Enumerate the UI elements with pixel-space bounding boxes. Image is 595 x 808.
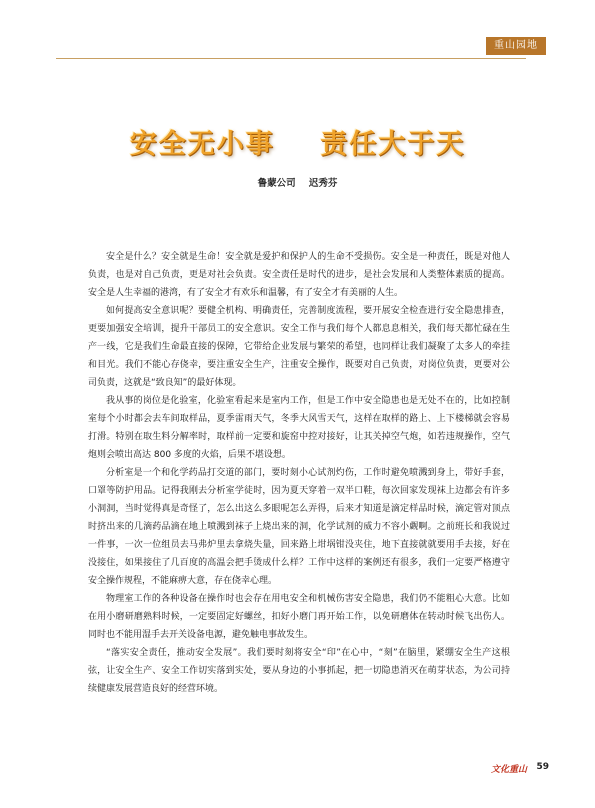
page-number: 59 [536,762,549,772]
author-line [0,175,595,189]
paragraph: “落实安全责任，推动安全发展”。我们要时刻将安全“印”在心中，“刻”在脑里，紧绷安全生产这根弦，让安全生产、安全工作切实落到实处，要从身边的小事抓起，把一切隐患消灭在萌芽状态，为公司持续健康发展营造良好的经营环境。 [88,648,510,694]
footer-brand-logo: 文化重山 [490,765,527,775]
paragraph: 分析室是一个和化学药品打交道的部门，要时刻小心试剂灼伤，工作时避免喷溅到身上，带好手套，口罩等防护用品。记得我刚去分析室学徒时，因为夏天穿着一双半口鞋，每次回家发现袜上边都会有许多小洞洞，当时觉得真是奇怪了，怎么出这么多眼呢怎么弄得，后来才知道是滴定样品时候，滴定管对顶点时挤出来的几滴药品滴在地上喷溅到袜子上烧出来的洞，化学试剂的威力不容小觑啊。之前班长和我说过一件事，一次一位组员去马弗炉里去拿烧失量，回来路上坩埚钳没夹住，地下直接就就要用手去接，好在没接住，如果接住了几百度的高温会把手烫成什么样？工作中这样的案例还有很多，我们一定要严格遵守安全操作规程，不能麻痹大意，存在侥幸心理。 [88,468,510,586]
paragraph: 如何提高安全意识呢？要健全机构、明确责任，完善制度流程，要开展安全检查进行安全隐患排查，更要加强安全培训，提升干部员工的安全意识。安全工作与我们每个人都息息相关，我们每天都忙碌在生产一线，它是我们生命最直接的保障，它带给企业发展与繁荣的希望，也同样让我们凝聚了太多人的牵挂和目光。我们不能心存侥幸，要注重安全生产，注重安全操作，既要对自己负责，对岗位负责，更要对公司负责，这就是“致良知”的最好体现。 [88,306,510,388]
paragraph: 物理室工作的各种设备在操作时也会存在用电安全和机械伤害安全隐患，我们仍不能粗心大意。比如在用小磨研磨熟料时候，一定要固定好螺丝，扣好小磨门再开始工作，以免研磨体在转动时候飞出伤人。同时也不能用湿手去开关设备电源，避免触电事故发生。 [88,594,510,640]
paragraph: 我从事的岗位是化验室，化验室看起来是室内工作，但是工作中安全隐患也是无处不在的，比如控制室每个小时都会去车间取样品，夏季雷雨天气，冬季大风雪天气，这样在取样的路上、上下楼梯就会容易打滑。特别在取生料分解率时，取样前一定要和旋窑中控对接好，让其关掉空气炮，如若违规操作，空气炮则会喷出高达 800 多度的火焰，后果不堪设想。 [88,396,510,460]
article-body [88,248,510,698]
section-tag: 重山园地 [486,37,546,55]
article-title: 安全无小事 责任大于天 [129,129,466,160]
paragraph: 安全是什么？安全就是生命！安全就是爱护和保护人的生命不受损伤。安全是一种责任，既是对他人负责，也是对自己负责，更是对社会负责。安全责任是时代的进步，是社会发展和人类整体素质的提高。安全是人生幸福的港湾，有了安全才有欢乐和温馨，有了安全才有美丽的人生。 [88,252,510,298]
header-rule [56,58,526,59]
author-company: 鲁蒙公司 [257,178,296,189]
author-name: 迟秀芬 [308,178,338,189]
